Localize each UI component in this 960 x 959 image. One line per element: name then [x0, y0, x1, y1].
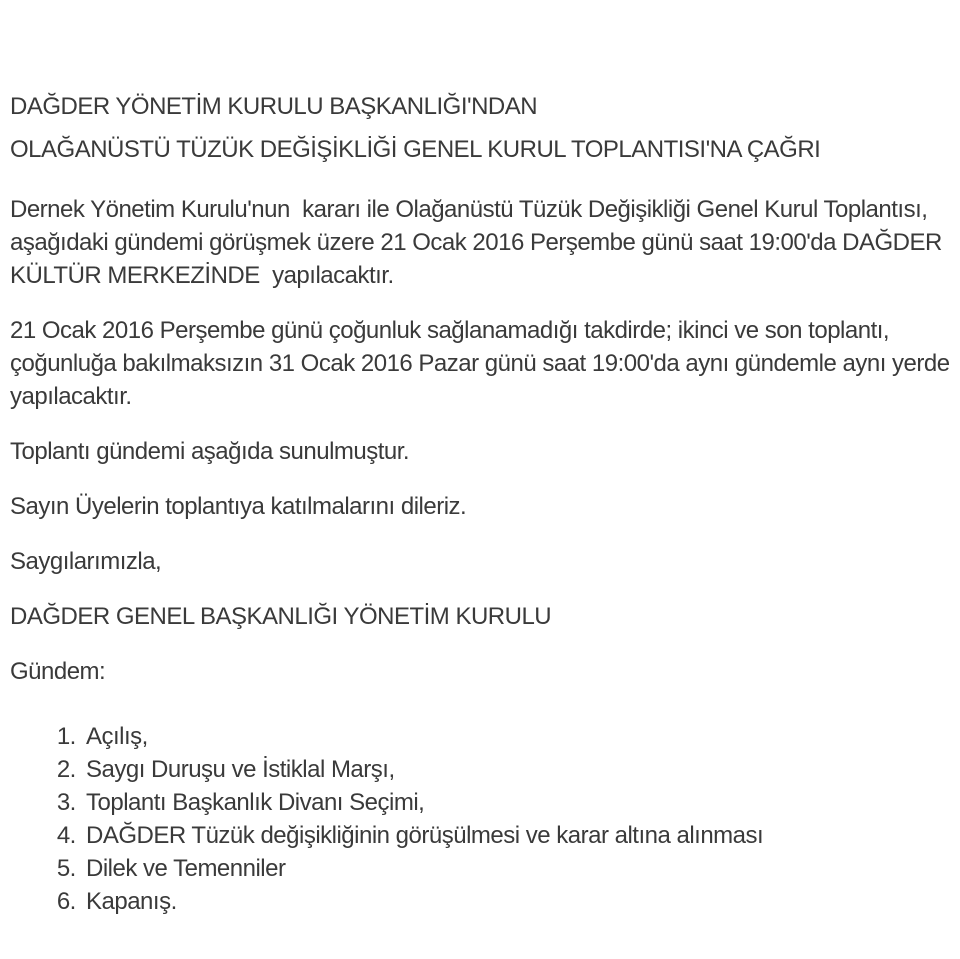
document-title-line-2: OLAĞANÜSTÜ TÜZÜK DEĞİŞİKLİĞİ GENEL KURUL TOPLANTISI'NA ÇAĞRI — [10, 136, 821, 163]
document-title-line-1: DAĞDER YÖNETİM KURULU BAŞKANLIĞI'NDAN — [10, 93, 538, 120]
paragraph-second-meeting-announcement: 21 Ocak 2016 Perşembe günü çoğunluk sağlanamadığı takdirde; ikinci ve son toplantı, çoğunluğa bakılmaksızın 31 Ocak 2016 Pazar günü saat 19:00'da aynı gündemle aynı yerde yapılacaktır. — [10, 317, 956, 410]
agenda-label: Gündem: — [10, 658, 106, 685]
paragraph-regards: Saygılarımızla, — [10, 548, 162, 575]
paragraph-agenda-note: Toplantı gündemi aşağıda sunulmuştur. — [10, 438, 410, 465]
agenda-item-1: 1. Açılış, — [82, 720, 950, 753]
agenda-list — [10, 720, 950, 918]
agenda-item-2: 2. Saygı Duruşu ve İstiklal Marşı, — [82, 753, 950, 786]
agenda-item-5: 5. Dilek ve Temenniler — [82, 852, 950, 885]
agenda-item-6: 6. Kapanış. — [82, 885, 950, 918]
agenda-item-3: 3. Toplantı Başkanlık Divanı Seçimi, — [82, 786, 950, 819]
paragraph-attendance-request: Sayın Üyelerin toplantıya katılmalarını dileriz. — [10, 493, 467, 520]
paragraph-signature-board: DAĞDER GENEL BAŞKANLIĞI YÖNETİM KURULU — [10, 603, 552, 630]
agenda-item-4: 4. DAĞDER Tüzük değişikliğinin görüşülmesi ve karar altına alınması — [82, 819, 950, 852]
paragraph-first-meeting-announcement: Dernek Yönetim Kurulu'nun kararı ile Olağanüstü Tüzük Değişikliği Genel Kurul Toplantısı, aşağıdaki gündemi görüşmek üzere 21 Ocak 2016 Perşembe günü saat 19:00'da DAĞDER KÜLTÜR MERKEZİNDE yapılacaktır. — [10, 196, 948, 289]
